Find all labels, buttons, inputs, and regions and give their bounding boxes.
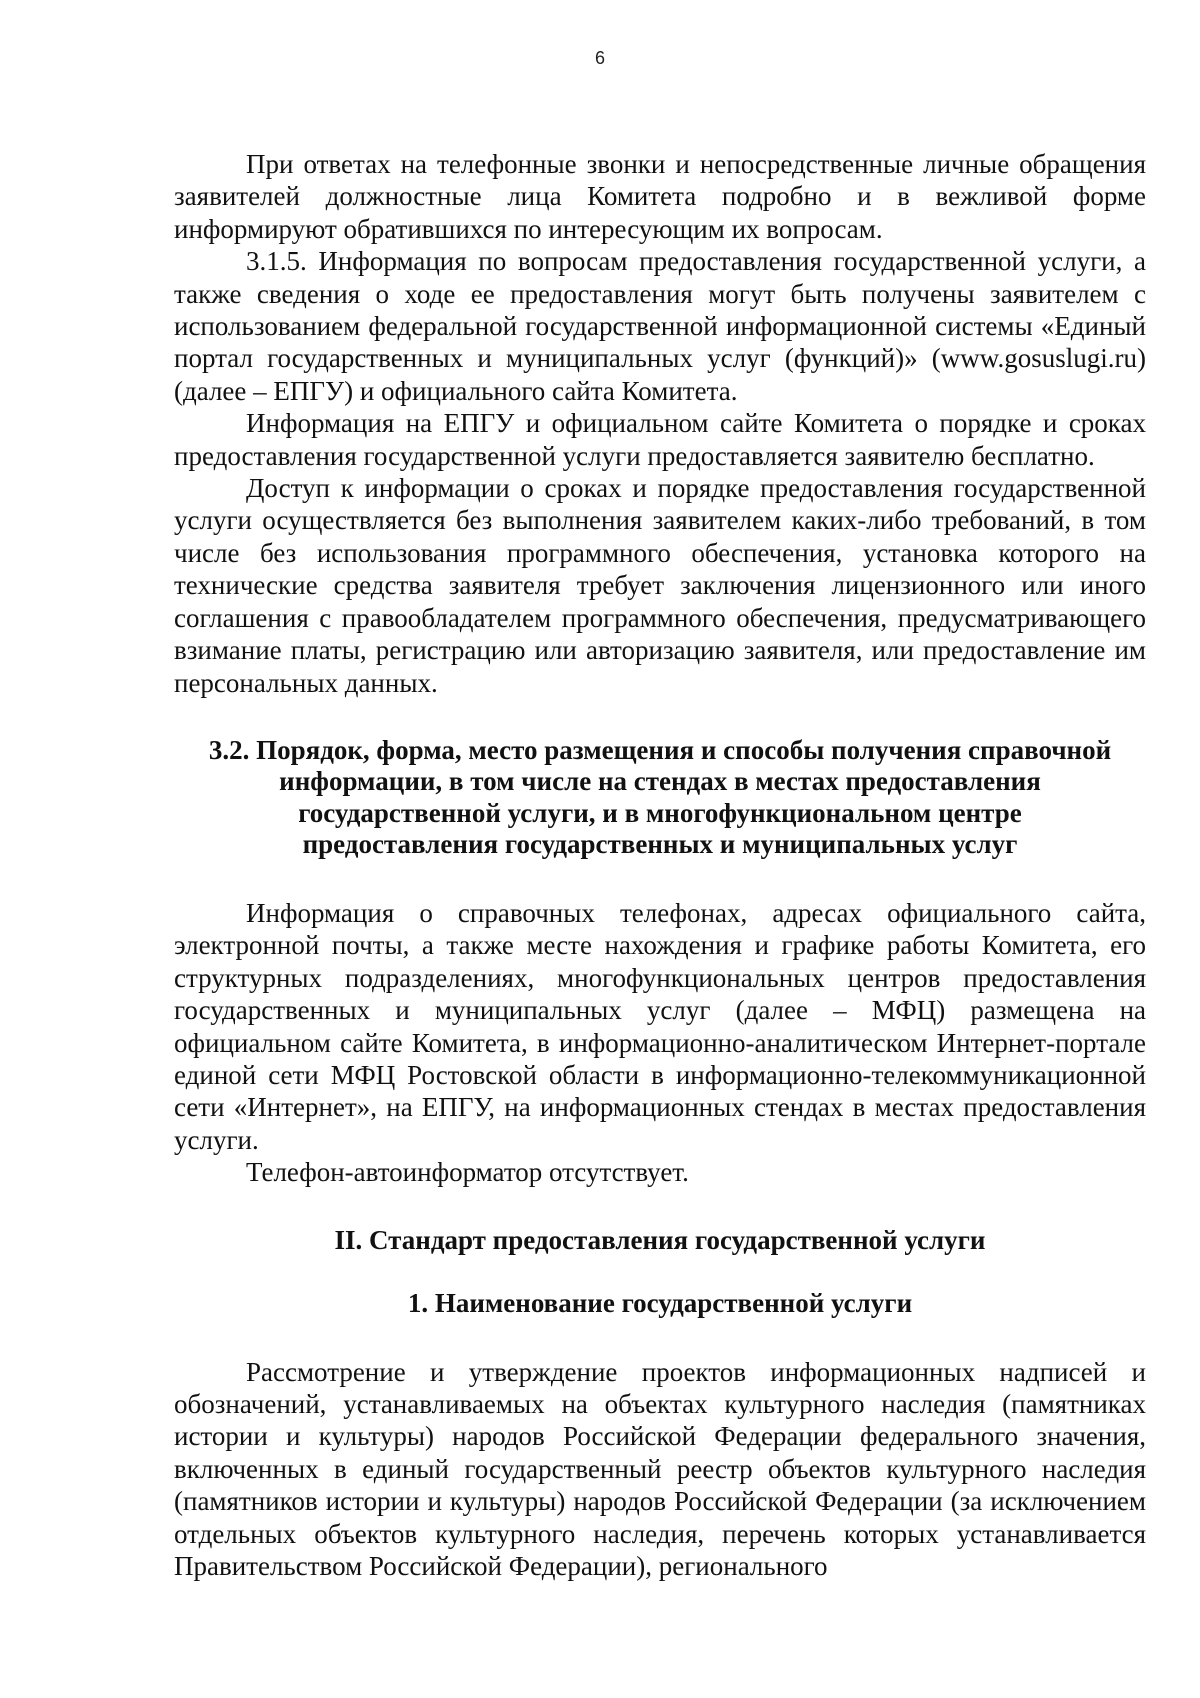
section-heading-ii: II. Стандарт предоставления государственной услуги (334, 1224, 986, 1255)
paragraph-phone-calls: При ответах на телефонные звонки и непосредственные личные обращения заявителей должностные лица Комитета подробно и в вежливой форме информируют обратившихся по интересующим их вопросам. (174, 149, 1146, 244)
paragraph-3-1-5: 3.1.5. Информация по вопросам предоставления государственной услуги, а также сведения о ходе ее предоставления могут быть получены заявителем с использованием федеральной государственной информационной системы «Единый портал государственных и муниципальных услуг (функций)» (www.gosuslugi.ru) (далее – ЕПГУ) и официального сайта Комитета. (174, 246, 1146, 406)
paragraph-access-info: Доступ к информации о сроках и порядке предоставления государственной услуги осуществляется без выполнения заявителем каких-либо требований, в том числе без использования программного обеспечения, установка которого на технические средства заявителя требует заключения лицензионного или иного соглашения с правообладателем программного обеспечения, предусматривающего взимание платы, регистрацию или авторизацию заявителя, или предоставление им персональных данных. (174, 473, 1146, 698)
paragraph-service-name: Рассмотрение и утверждение проектов информационных надписей и обозначений, устанавливаемых на объектах культурного наследия (памятниках истории и культуры) народов Российской Федерации федерального значения, включенных в единый государственный реестр объектов культурного наследия (памятников истории и культуры) народов Российской Федерации (за исключением отдельных объектов культурного наследия, перечень которых устанавливается Правительством Российской Федерации), регионального (174, 1356, 1146, 1581)
page-number: 6 (594, 48, 605, 68)
paragraph-epgu-free: Информация на ЕПГУ и официальном сайте Комитета о порядке и сроках предоставления государственной услуги предоставляется заявителю бесплатно. (174, 408, 1146, 471)
paragraph-reference-info: Информация о справочных телефонах, адресах официального сайта, электронной почты, а также месте нахождения и графике работы Комитета, его структурных подразделениях, многофункциональных центров предоставления государственных и муниципальных услуг (далее – МФЦ) размещена на официальном сайте Комитета, в информационно-аналитическом Интернет-портале единой сети МФЦ Ростовской области в информационно-телекоммуникационной сети «Интернет», на ЕПГУ, на информационных стендах в местах предоставления услуги. (174, 897, 1146, 1155)
heading-line: информации, в том числе на стендах в местах предоставления (279, 766, 1041, 797)
heading-line: 3.2. Порядок, форма, место размещения и способы получения справочной (208, 734, 1112, 765)
section-heading-1: 1. Наименование государственной услуги (407, 1288, 913, 1319)
heading-line: предоставления государственных и муниципальных услуг (302, 829, 1018, 860)
document-body (174, 148, 1146, 1582)
section-heading-3-2 (174, 735, 1146, 861)
heading-line: государственной услуги, и в многофункциональном центре (298, 797, 1022, 828)
paragraph-autoinformer: Телефон-автоинформатор отсутствует. (246, 1157, 689, 1188)
